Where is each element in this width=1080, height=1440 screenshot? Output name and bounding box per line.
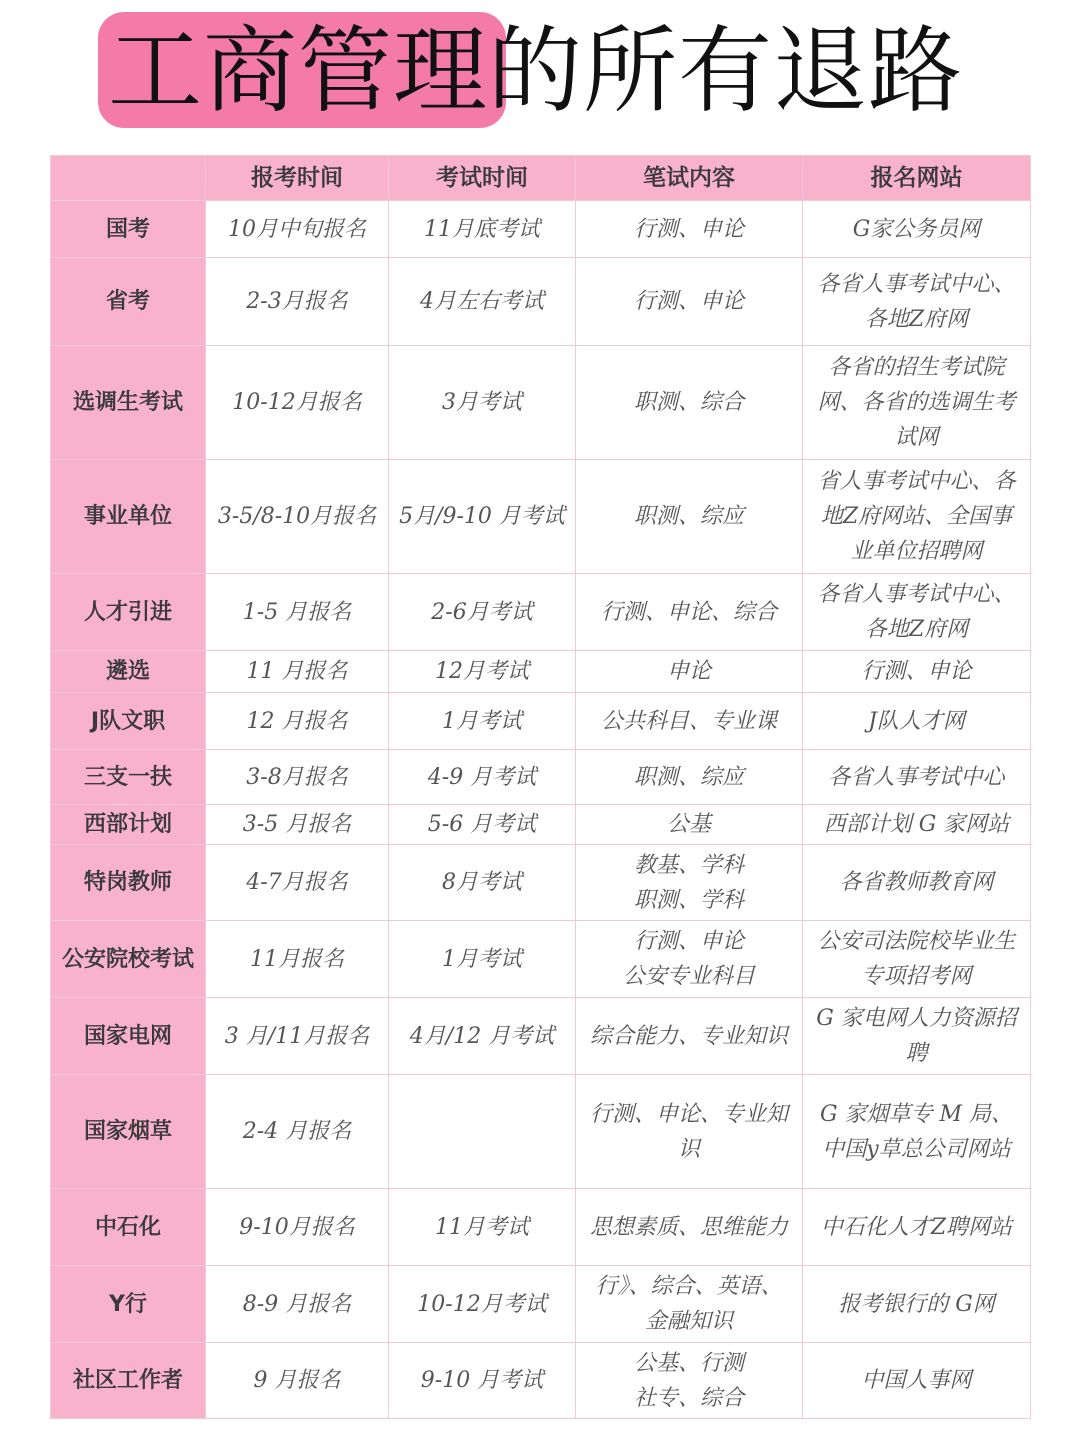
table-cell xyxy=(576,1075,803,1189)
table-cell xyxy=(803,1189,1031,1266)
row-label: 选调生考试 xyxy=(51,346,206,460)
table-cell xyxy=(803,805,1031,845)
row-label: 省考 xyxy=(51,258,206,346)
table-row xyxy=(51,693,1031,750)
table-cell xyxy=(206,750,389,805)
table-row xyxy=(51,1266,1031,1343)
table-cell xyxy=(389,346,576,460)
cell-text: 教基、学科 职测、学科 xyxy=(633,852,744,913)
cell-text: 综合能力、专业知识 xyxy=(589,1023,788,1049)
table-cell xyxy=(389,460,576,574)
cell-text: 8月考试 xyxy=(442,870,522,895)
cell-text: 各省人事考试中心、 各地Z府网 xyxy=(817,271,1016,332)
cell-text: 职测、综应 xyxy=(633,504,744,529)
table-row xyxy=(51,998,1031,1075)
table-cell xyxy=(389,201,576,258)
table-cell xyxy=(803,1266,1031,1343)
cell-text: 行测、申论、专业知 识 xyxy=(589,1101,788,1162)
row-label: 国家烟草 xyxy=(51,1075,206,1189)
cell-text: 公安司法院校毕业生 专项招考网 xyxy=(817,929,1016,989)
cell-text: G 家电网人力资源招 聘 xyxy=(816,1006,1017,1066)
table-cell xyxy=(803,201,1031,258)
table-cell xyxy=(389,1189,576,1266)
cell-text: 4月/12 月考试 xyxy=(409,1023,555,1049)
table-row xyxy=(51,805,1031,845)
row-label: 社区工作者 xyxy=(51,1343,206,1419)
table-cell xyxy=(389,805,576,845)
row-label: 三支一扶 xyxy=(51,750,206,805)
table-cell xyxy=(206,651,389,693)
row-label: 中石化 xyxy=(51,1189,206,1266)
cell-text: 行测、申论 xyxy=(633,289,744,314)
table-cell xyxy=(206,845,389,921)
cell-text: 3-5 月报名 xyxy=(242,812,352,837)
cell-text: 行》、综合、英语、 金融知识 xyxy=(595,1274,783,1334)
cell-text: J队人才网 xyxy=(868,708,965,734)
table-cell xyxy=(803,346,1031,460)
table-cell xyxy=(389,1343,576,1419)
cell-text: 4月左右考试 xyxy=(420,289,544,314)
row-label: 特岗教师 xyxy=(51,845,206,921)
cell-text: 1月考试 xyxy=(442,946,522,972)
table-cell xyxy=(803,998,1031,1075)
table-cell xyxy=(803,1343,1031,1419)
row-label: 国考 xyxy=(51,201,206,258)
table-cell xyxy=(206,346,389,460)
row-label: Y行 xyxy=(51,1266,206,1343)
table-cell xyxy=(576,346,803,460)
table-row xyxy=(51,574,1031,651)
table-row xyxy=(51,201,1031,258)
table-row xyxy=(51,460,1031,574)
row-label: 人才引进 xyxy=(51,574,206,651)
cell-text: 公共科目、专业课 xyxy=(600,708,777,734)
table-cell xyxy=(389,1075,576,1189)
cell-text: 10-12月考试 xyxy=(417,1291,547,1317)
page-title xyxy=(108,14,963,130)
table-cell xyxy=(576,693,803,750)
table-cell xyxy=(389,998,576,1075)
cell-text: 2-4 月报名 xyxy=(242,1119,352,1144)
cell-text: 西部计划 G 家网站 xyxy=(823,812,1010,837)
table-cell xyxy=(206,258,389,346)
header-row xyxy=(51,156,1031,201)
cell-text: 1-5 月报名 xyxy=(242,599,352,625)
cell-text: 10-12月报名 xyxy=(232,390,362,415)
cell-text: 省人事考试中心、各 地Z府网站、全国事 业单位招聘网 xyxy=(817,469,1016,564)
cell-text: 9-10 月考试 xyxy=(420,1368,544,1393)
row-label: 遴选 xyxy=(51,651,206,693)
cell-text: 职测、综合 xyxy=(633,390,744,415)
table-cell xyxy=(206,1266,389,1343)
cell-text: G家公务员网 xyxy=(852,216,981,242)
cell-text: 9-10月报名 xyxy=(239,1214,355,1240)
cell-text: 公基 xyxy=(666,812,711,837)
cell-text: 3 月/11月报名 xyxy=(224,1023,370,1049)
cell-text: 各省人事考试中心、 各地Z府网 xyxy=(817,582,1016,642)
table-cell xyxy=(576,921,803,998)
row-label: J队文职 xyxy=(51,693,206,750)
title-banner xyxy=(0,0,1080,150)
table-cell xyxy=(576,201,803,258)
cell-text: 9 月报名 xyxy=(253,1368,341,1393)
table-cell xyxy=(576,845,803,921)
cell-text: 5月/9-10 月考试 xyxy=(399,504,565,529)
table-cell xyxy=(576,1189,803,1266)
row-label: 公安院校考试 xyxy=(51,921,206,998)
table-cell xyxy=(576,574,803,651)
table-cell xyxy=(576,460,803,574)
table-row xyxy=(51,651,1031,693)
corner-cell xyxy=(51,156,206,201)
cell-text: 11月考试 xyxy=(435,1214,529,1240)
table-cell xyxy=(389,651,576,693)
cell-text: 4-7月报名 xyxy=(246,870,348,895)
table-cell xyxy=(576,1343,803,1419)
table-cell xyxy=(206,1075,389,1189)
cell-text: 行测、申论 xyxy=(633,216,744,242)
table-cell xyxy=(206,201,389,258)
cell-text: 3月考试 xyxy=(442,390,522,415)
table-cell xyxy=(576,651,803,693)
cell-text: 报考银行的 G网 xyxy=(838,1291,995,1317)
table-cell xyxy=(576,805,803,845)
exam-table xyxy=(50,155,1031,1419)
cell-text: 3-5/8-10月报名 xyxy=(217,504,377,529)
cell-text: 10月中旬报名 xyxy=(228,216,366,242)
table-cell xyxy=(206,1189,389,1266)
table-cell xyxy=(389,750,576,805)
cell-text: 2-6月考试 xyxy=(431,599,533,625)
table-cell xyxy=(389,921,576,998)
cell-text: 各省人事考试中心 xyxy=(828,764,1005,790)
table-row xyxy=(51,845,1031,921)
cell-text: 职测、综应 xyxy=(633,764,744,790)
header-exam-time: 考试时间 xyxy=(389,156,576,201)
title-rest-text: 的所有退路 xyxy=(488,17,964,126)
cell-text: 12月考试 xyxy=(435,659,529,684)
table-cell xyxy=(206,574,389,651)
cell-text: 公基、行测 社专、综合 xyxy=(633,1350,744,1411)
cell-text: 4-9 月考试 xyxy=(427,764,537,790)
cell-text: 2-3月报名 xyxy=(246,289,348,314)
table-cell xyxy=(389,845,576,921)
cell-text: 行测、申论 公安专业科目 xyxy=(622,929,755,989)
cell-text: 11月报名 xyxy=(250,946,344,972)
table-cell xyxy=(803,845,1031,921)
cell-text: 中石化人才Z聘网站 xyxy=(820,1214,1013,1240)
table-cell xyxy=(803,574,1031,651)
table-cell xyxy=(389,693,576,750)
header-written-content: 笔试内容 xyxy=(576,156,803,201)
cell-text: 11月底考试 xyxy=(424,216,540,242)
table-cell xyxy=(389,258,576,346)
table-cell xyxy=(206,998,389,1075)
table-row xyxy=(51,258,1031,346)
table-row xyxy=(51,346,1031,460)
cell-text: 行测、申论、综合 xyxy=(600,599,777,625)
table-row xyxy=(51,1343,1031,1419)
cell-text: 各省的招生考试院 网、各省的选调生考 试网 xyxy=(817,355,1016,450)
table-cell xyxy=(576,1266,803,1343)
table-cell xyxy=(803,651,1031,693)
table-cell xyxy=(576,258,803,346)
table-cell xyxy=(803,750,1031,805)
table-cell xyxy=(576,998,803,1075)
table-row xyxy=(51,1189,1031,1266)
row-label: 国家电网 xyxy=(51,998,206,1075)
table-cell xyxy=(206,805,389,845)
table-cell xyxy=(206,921,389,998)
cell-text: 5-6 月考试 xyxy=(427,812,537,837)
cell-text: 申论 xyxy=(666,659,711,684)
table-cell xyxy=(576,750,803,805)
row-label: 西部计划 xyxy=(51,805,206,845)
table-cell xyxy=(803,258,1031,346)
header-website: 报名网站 xyxy=(803,156,1031,201)
table-cell xyxy=(803,921,1031,998)
cell-text: 3-8月报名 xyxy=(246,764,348,790)
table-cell xyxy=(206,1343,389,1419)
table-cell xyxy=(389,574,576,651)
cell-text: 中国人事网 xyxy=(861,1368,972,1393)
cell-text: 8-9 月报名 xyxy=(242,1291,352,1317)
header-register-time: 报考时间 xyxy=(206,156,389,201)
table-cell xyxy=(803,460,1031,574)
table-row xyxy=(51,750,1031,805)
cell-text: 1月考试 xyxy=(442,708,522,734)
cell-text: G 家烟草专 M 局、 中国y草总公司网站 xyxy=(819,1101,1014,1162)
table-cell xyxy=(803,693,1031,750)
title-highlight-text: 工商管理 xyxy=(108,17,489,126)
cell-text: 11 月报名 xyxy=(246,659,348,684)
table-cell xyxy=(803,1075,1031,1189)
table-row xyxy=(51,1075,1031,1189)
cell-text: 思想素质、思维能力 xyxy=(589,1214,788,1240)
cell-text: 各省教师教育网 xyxy=(839,870,994,895)
row-label: 事业单位 xyxy=(51,460,206,574)
cell-text: 12 月报名 xyxy=(246,708,348,734)
table-row xyxy=(51,921,1031,998)
table-cell xyxy=(206,693,389,750)
cell-text: 行测、申论 xyxy=(861,659,972,684)
table-cell xyxy=(389,1266,576,1343)
table-cell xyxy=(206,460,389,574)
